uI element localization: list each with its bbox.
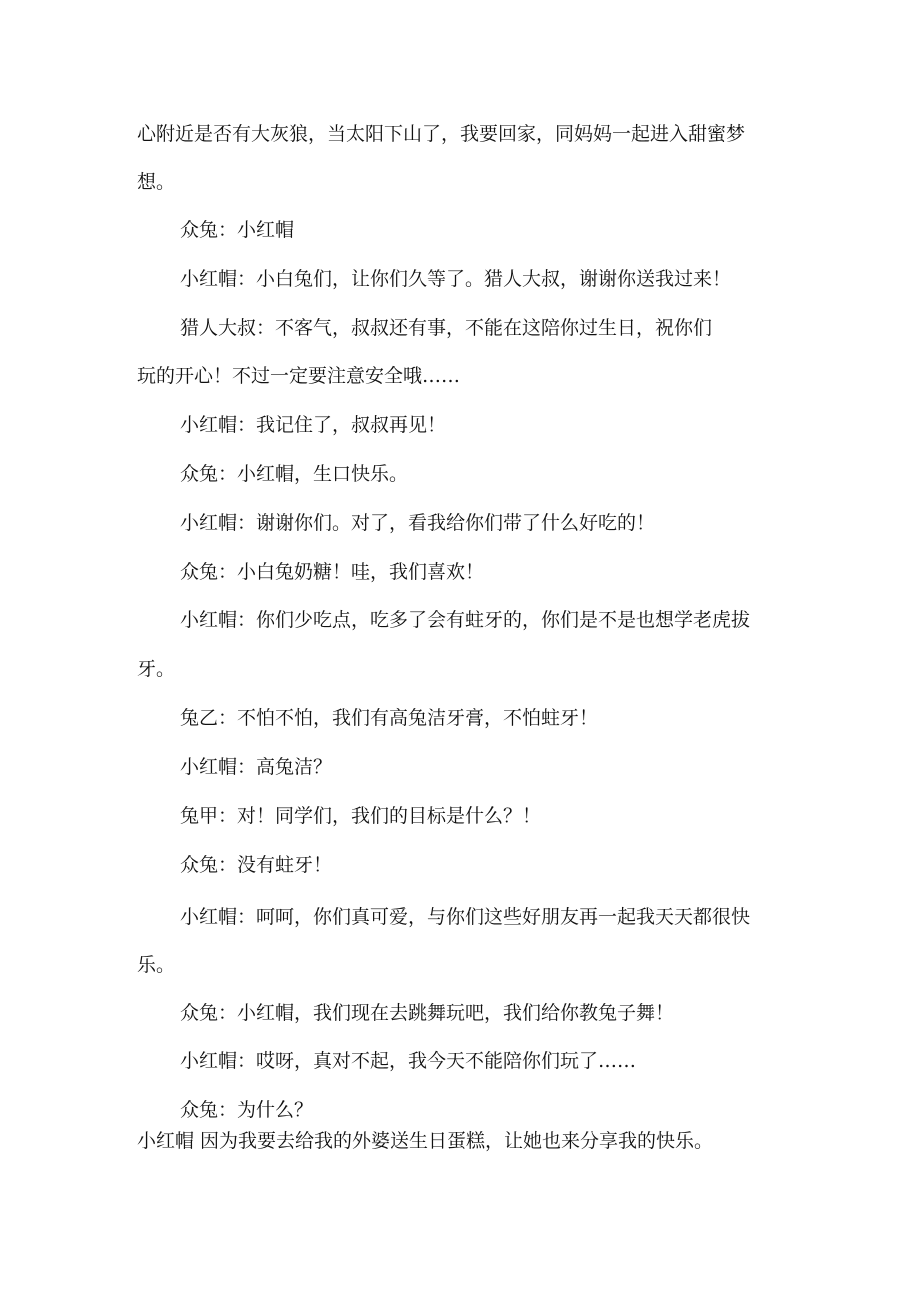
text-line: 兔甲：对！同学们，我们的目标是什么？！: [180, 805, 542, 827]
text-line: 玩的开心！不过一定要注意安全哦……: [137, 365, 461, 387]
text-line: 小红帽：我记住了，叔叔再见！: [180, 414, 447, 436]
text-line: 小红帽：你们少吃点，吃多了会有蛀牙的，你们是不是也想学老虎拔: [180, 609, 751, 631]
text-line: 猎人大叔：不客气，叔叔还有事，不能在这陪你过生日，祝你们: [180, 317, 713, 339]
text-line: 牙。: [137, 658, 176, 680]
text-line: 小红帽：呵呵，你们真可爱，与你们这些好朋友再一起我天天都很快: [180, 906, 751, 928]
text-line: 小红帽：高兔洁？: [180, 756, 333, 778]
text-line: 小红帽：小白兔们，让你们久等了。猎人大叔，谢谢你送我过来！: [180, 268, 732, 290]
text-line: 众兔：小白兔奶糖！哇，我们喜欢！: [180, 561, 485, 583]
text-line: 心附近是否有大灰狼，当太阳下山了，我要回家，同妈妈一起进入甜蜜梦: [137, 123, 746, 145]
text-line: 众兔：小红帽: [180, 219, 295, 241]
text-line: 小红帽 因为我要去给我的外婆送生日蛋糕，让她也来分享我的快乐。: [137, 1130, 714, 1152]
text-line: 小红帽：谢谢你们。对了，看我给你们带了什么好吃的！: [180, 512, 656, 534]
text-line: 众兔：没有蛀牙！: [180, 854, 333, 876]
text-line: 想。: [137, 171, 176, 193]
text-line: 乐。: [137, 954, 176, 976]
text-line: 兔乙：不怕不怕，我们有高兔洁牙膏，不怕蛀牙！: [180, 707, 599, 729]
text-line: 众兔：小红帽，生口快乐。: [180, 463, 409, 485]
text-line: 小红帽：哎呀，真对不起，我今天不能陪你们玩了……: [180, 1050, 637, 1072]
text-line: 众兔：小红帽，我们现在去跳舞玩吧，我们给你教兔子舞！: [180, 1002, 675, 1024]
text-line: 众兔：为什么？: [180, 1099, 314, 1121]
